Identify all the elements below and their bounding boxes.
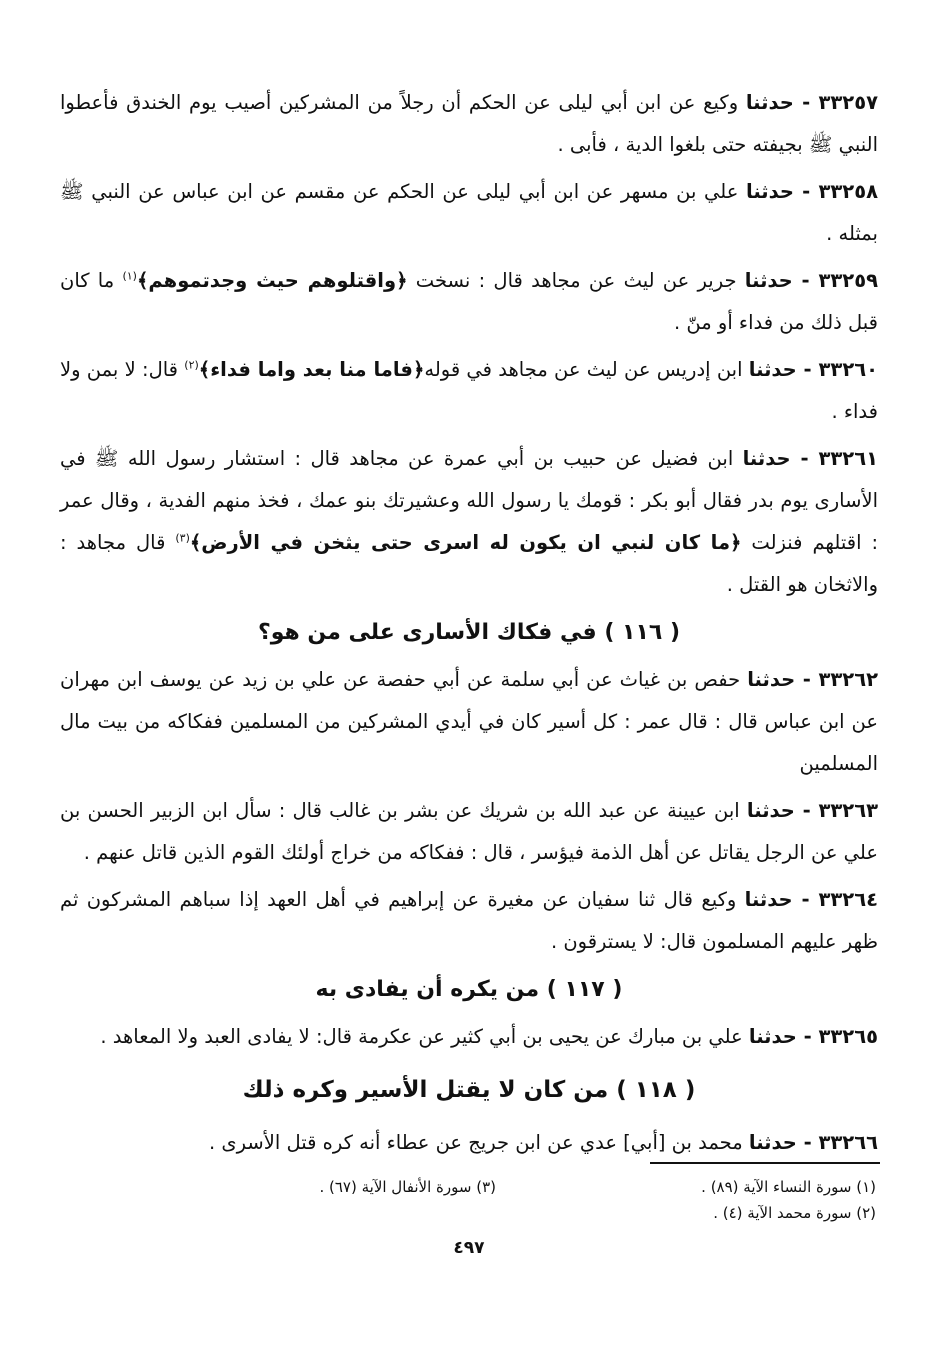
hadith-33257 (60, 82, 878, 166)
hadith-text: وكيع قال ثنا سفيان عن مغيرة عن إبراهيم في أهل العهد إذا سباهم المشركون ثم ظهر عليهم المسلمون قال: لا يسترقون . (60, 888, 878, 953)
hadith-number: ٣٣٢٦٥ - حدثنا (748, 1025, 878, 1048)
hadith-33266 (60, 1122, 878, 1164)
hadith-number: ٣٣٢٦٣ - حدثنا (746, 799, 878, 822)
hadith-number: ٣٣٢٥٩ - حدثنا (744, 269, 878, 292)
hadith-33263 (60, 790, 878, 874)
chapter-heading-116: ( ١١٦ ) في فكاك الأسارى على من هو؟ (257, 620, 681, 645)
footnote-3: (٣) سورة الأنفال الآية (٦٧) . (319, 1178, 496, 1196)
footnote-1: (١) سورة النساء الآية (٨٩) . (701, 1178, 876, 1196)
footnote-ref[interactable]: (١) (122, 269, 137, 283)
hadith-33259 (60, 260, 878, 344)
hadith-33265 (60, 1016, 878, 1058)
hadith-text: ابن فضيل عن حبيب بن أبي عمرة عن مجاهد قال : استشار رسول الله ﷺ في الأسارى يوم بدر فقال أبو بكر : قومك يا رسول الله وعشيرتك بنو عمك ، فخذ منهم الفدية ، وقال عمر : اقتلهم فنزلت (60, 447, 879, 554)
hadith-number: ٣٣٢٦٢ - حدثنا (747, 668, 879, 691)
hadith-number: ٣٣٢٦٦ - حدثنا (748, 1131, 878, 1154)
page-body (60, 82, 878, 1169)
hadith-33264 (60, 879, 878, 963)
hadith-text: وكيع عن ابن أبي ليلى عن الحكم أن رجلاً من المشركين أصيب يوم الخندق فأعطوا النبي ﷺ بجيفته حتى بلغوا الدية ، فأبى . (60, 91, 878, 156)
quran-quote: ﴿فاما منا بعد واما فداء﴾ (198, 358, 425, 381)
hadith-number: ٣٣٢٥٧ - حدثنا (745, 91, 878, 114)
footnote-row (60, 1174, 876, 1200)
hadith-text: ما كان قبل ذلك من فداء أو منّ . (60, 269, 878, 334)
hadith-number: ٣٣٢٦١ - حدثنا (742, 447, 878, 470)
chapter-heading-118: ( ١١٨ ) من كان لا يقتل الأسير وكره ذلك (242, 1077, 696, 1103)
hadith-text: محمد بن [أبي] عدي عن ابن جريج عن عطاء أنه كره قتل الأسرى . (209, 1131, 749, 1154)
footnote-row (60, 1200, 876, 1226)
footnotes (60, 1174, 876, 1226)
hadith-number: ٣٣٢٦٠ - حدثنا (748, 358, 879, 381)
hadith-text: جرير عن ليث عن مجاهد قال : نسخت (407, 269, 745, 292)
hadith-33261 (60, 438, 878, 606)
hadith-33260 (60, 349, 878, 433)
quran-quote: ﴿ما كان لنبي ان يكون له اسرى حتى يثخن في الأرض﴾ (189, 531, 742, 554)
footnote-ref[interactable]: (٢) (184, 358, 199, 372)
hadith-number: ٣٣٢٥٨ - حدثنا (746, 180, 879, 203)
footnote-divider (650, 1162, 880, 1164)
footnote-2: (٢) سورة محمد الآية (٤) . (713, 1204, 876, 1222)
quran-quote: ﴿واقتلوهم حيث وجدتموهم﴾ (136, 269, 408, 292)
hadith-number: ٣٣٢٦٤ - حدثنا (744, 888, 878, 911)
hadith-text: علي بن مبارك عن يحيى بن أبي كثير عن عكرمة قال: لا يفادى العبد ولا المعاهد . (100, 1025, 749, 1048)
hadith-text: علي بن مسهر عن ابن أبي ليلى عن الحكم عن مقسم عن ابن عباس عن النبي ﷺ بمثله . (60, 180, 878, 245)
hadith-text: حفص بن غياث عن أبي سلمة عن أبي حفصة عن علي بن زيد عن يوسف ابن مهران عن ابن عباس قال : قال عمر : كل أسير كان في أيدي المشركين من المسلمين ففكاكه من بيت مال المسلمين (60, 668, 878, 775)
chapter-heading-117: ( ١١٧ ) من يكره أن يفادى به (315, 977, 623, 1002)
hadith-33258 (60, 171, 878, 255)
hadith-33262 (60, 659, 878, 785)
footnote-ref[interactable]: (٣) (175, 531, 190, 545)
hadith-text: قال مجاهد : والاثخان هو القتل . (60, 531, 878, 596)
hadith-text: ابن عيينة عن عبد الله بن شريك عن بشر بن غالب قال : سأل ابن الزبير الحسن بن علي عن الرجل يقاتل عن أهل الذمة فيؤسر ، قال : ففكاكه من خراج أولئك القوم الذين قاتل عنهم . (60, 799, 878, 864)
hadith-text: ابن إدريس عن ليث عن مجاهد في قوله (424, 358, 749, 381)
page-number: ٤٩٧ (453, 1238, 485, 1258)
hadith-text: قال: لا بمن ولا فداء . (60, 358, 878, 423)
